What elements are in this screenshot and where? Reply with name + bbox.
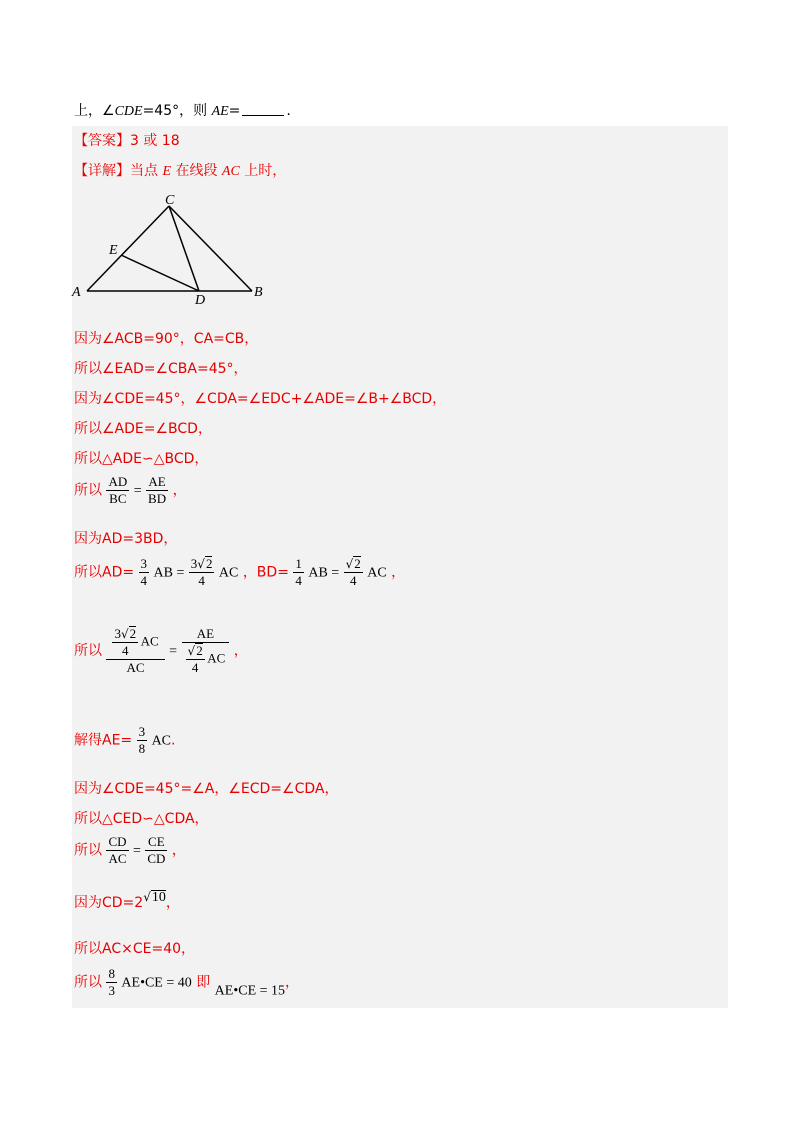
step-4: 所以∠ADE=∠BCD， xyxy=(74,421,212,437)
fraction-3-4: $\frac{3}{4}$ xyxy=(140,556,148,588)
fraction-1-4: $\frac{1}{4}$ xyxy=(295,556,302,588)
answer-line xyxy=(74,130,180,150)
step-13: 所以 $\frac{CD}{AC}$ = $\frac{CE}{CD}$ ， xyxy=(74,834,186,866)
fraction-8-3: $\frac{8}{3}$ xyxy=(108,966,115,998)
step-9: 所以 $\frac{3√2}{4}$ AC AC = AE $\frac{√2}{4}$ AC ， xyxy=(74,626,248,675)
fraction-ad-bc: $\frac{AD}{BC}$ xyxy=(108,474,128,506)
step-3: 因为∠CDE=45°，∠CDA=∠EDC+∠ADE=∠B+∠BCD， xyxy=(74,391,447,407)
step-15: 所以AC×CE=40， xyxy=(74,941,196,957)
question-tail: 上，∠CDE=45°，则 AE= . xyxy=(74,103,291,119)
step-11: 因为∠CDE=45°=∠A，∠ECD=∠CDA， xyxy=(74,781,339,797)
triangle-diagram xyxy=(70,190,270,310)
compound-fraction-left: $\frac{3√2}{4}$ AC AC xyxy=(106,626,164,676)
detail-line: 【详解】当点 E 在线段 AC 上时， xyxy=(74,163,287,179)
detail-label: 【详解】 xyxy=(74,163,130,179)
fraction-ae-bd: $\frac{AE}{BD}$ xyxy=(148,474,167,506)
segment-bc xyxy=(169,206,252,291)
label-c: C xyxy=(165,193,175,208)
radical-sign: √ xyxy=(143,890,151,904)
step-16: 所以 $\frac{8}{3}$ AE•CE = 40 即 AE•CE = 15， xyxy=(74,966,300,999)
segment-ac xyxy=(87,206,169,291)
label-e: E xyxy=(109,243,118,258)
fraction-3-8: $\frac{3}{8}$ xyxy=(138,724,146,756)
step-5: 所以△ADE∽△BCD， xyxy=(74,451,209,467)
compound-fraction-right: AE $\frac{√2}{4}$ AC xyxy=(182,626,230,676)
answer-label: 【答案】 xyxy=(74,133,130,149)
step-10: 解得AE= $\frac{3}{8}$ AC. xyxy=(74,724,176,756)
step-12: 所以△CED∽△CDA， xyxy=(74,811,209,827)
step-7: 因为AD=3BD， xyxy=(74,531,178,547)
label-d: D xyxy=(195,293,206,308)
radical-sign: √ xyxy=(345,557,354,571)
segment-ed xyxy=(121,255,199,291)
step-6: 所以 $\frac{AD}{BC}$ = $\frac{AE}{BD}$ ， xyxy=(74,474,187,506)
step-8: 所以AD= $\frac{3}{4}$ AB = $\frac{3√2}{4}$ AC ，BD= $\frac{1}{4}$ AB = $\frac{√2}{4}$ AC ， xyxy=(74,556,406,588)
label-b: B xyxy=(254,285,263,300)
fraction-3root2-4: $\frac{3√2}{4}$ xyxy=(190,556,213,588)
answer-value: 3 或 18 xyxy=(130,133,180,149)
answer-blank xyxy=(242,103,284,116)
segment-cd xyxy=(169,206,199,291)
step-14: 因为CD=2√10， xyxy=(74,890,180,911)
step-1: 因为∠ACB=90°，CA=CB， xyxy=(74,331,259,347)
step-2: 所以∠EAD=∠CBA=45°， xyxy=(74,361,248,377)
label-a: A xyxy=(72,285,81,300)
fraction-root2-4: $\frac{√2}{4}$ xyxy=(345,556,361,588)
fraction-cd-ac: $\frac{CD}{AC}$ xyxy=(108,834,127,866)
radical-sign: √ xyxy=(197,557,205,571)
fraction-ce-cd: $\frac{CE}{CD}$ xyxy=(147,834,166,866)
